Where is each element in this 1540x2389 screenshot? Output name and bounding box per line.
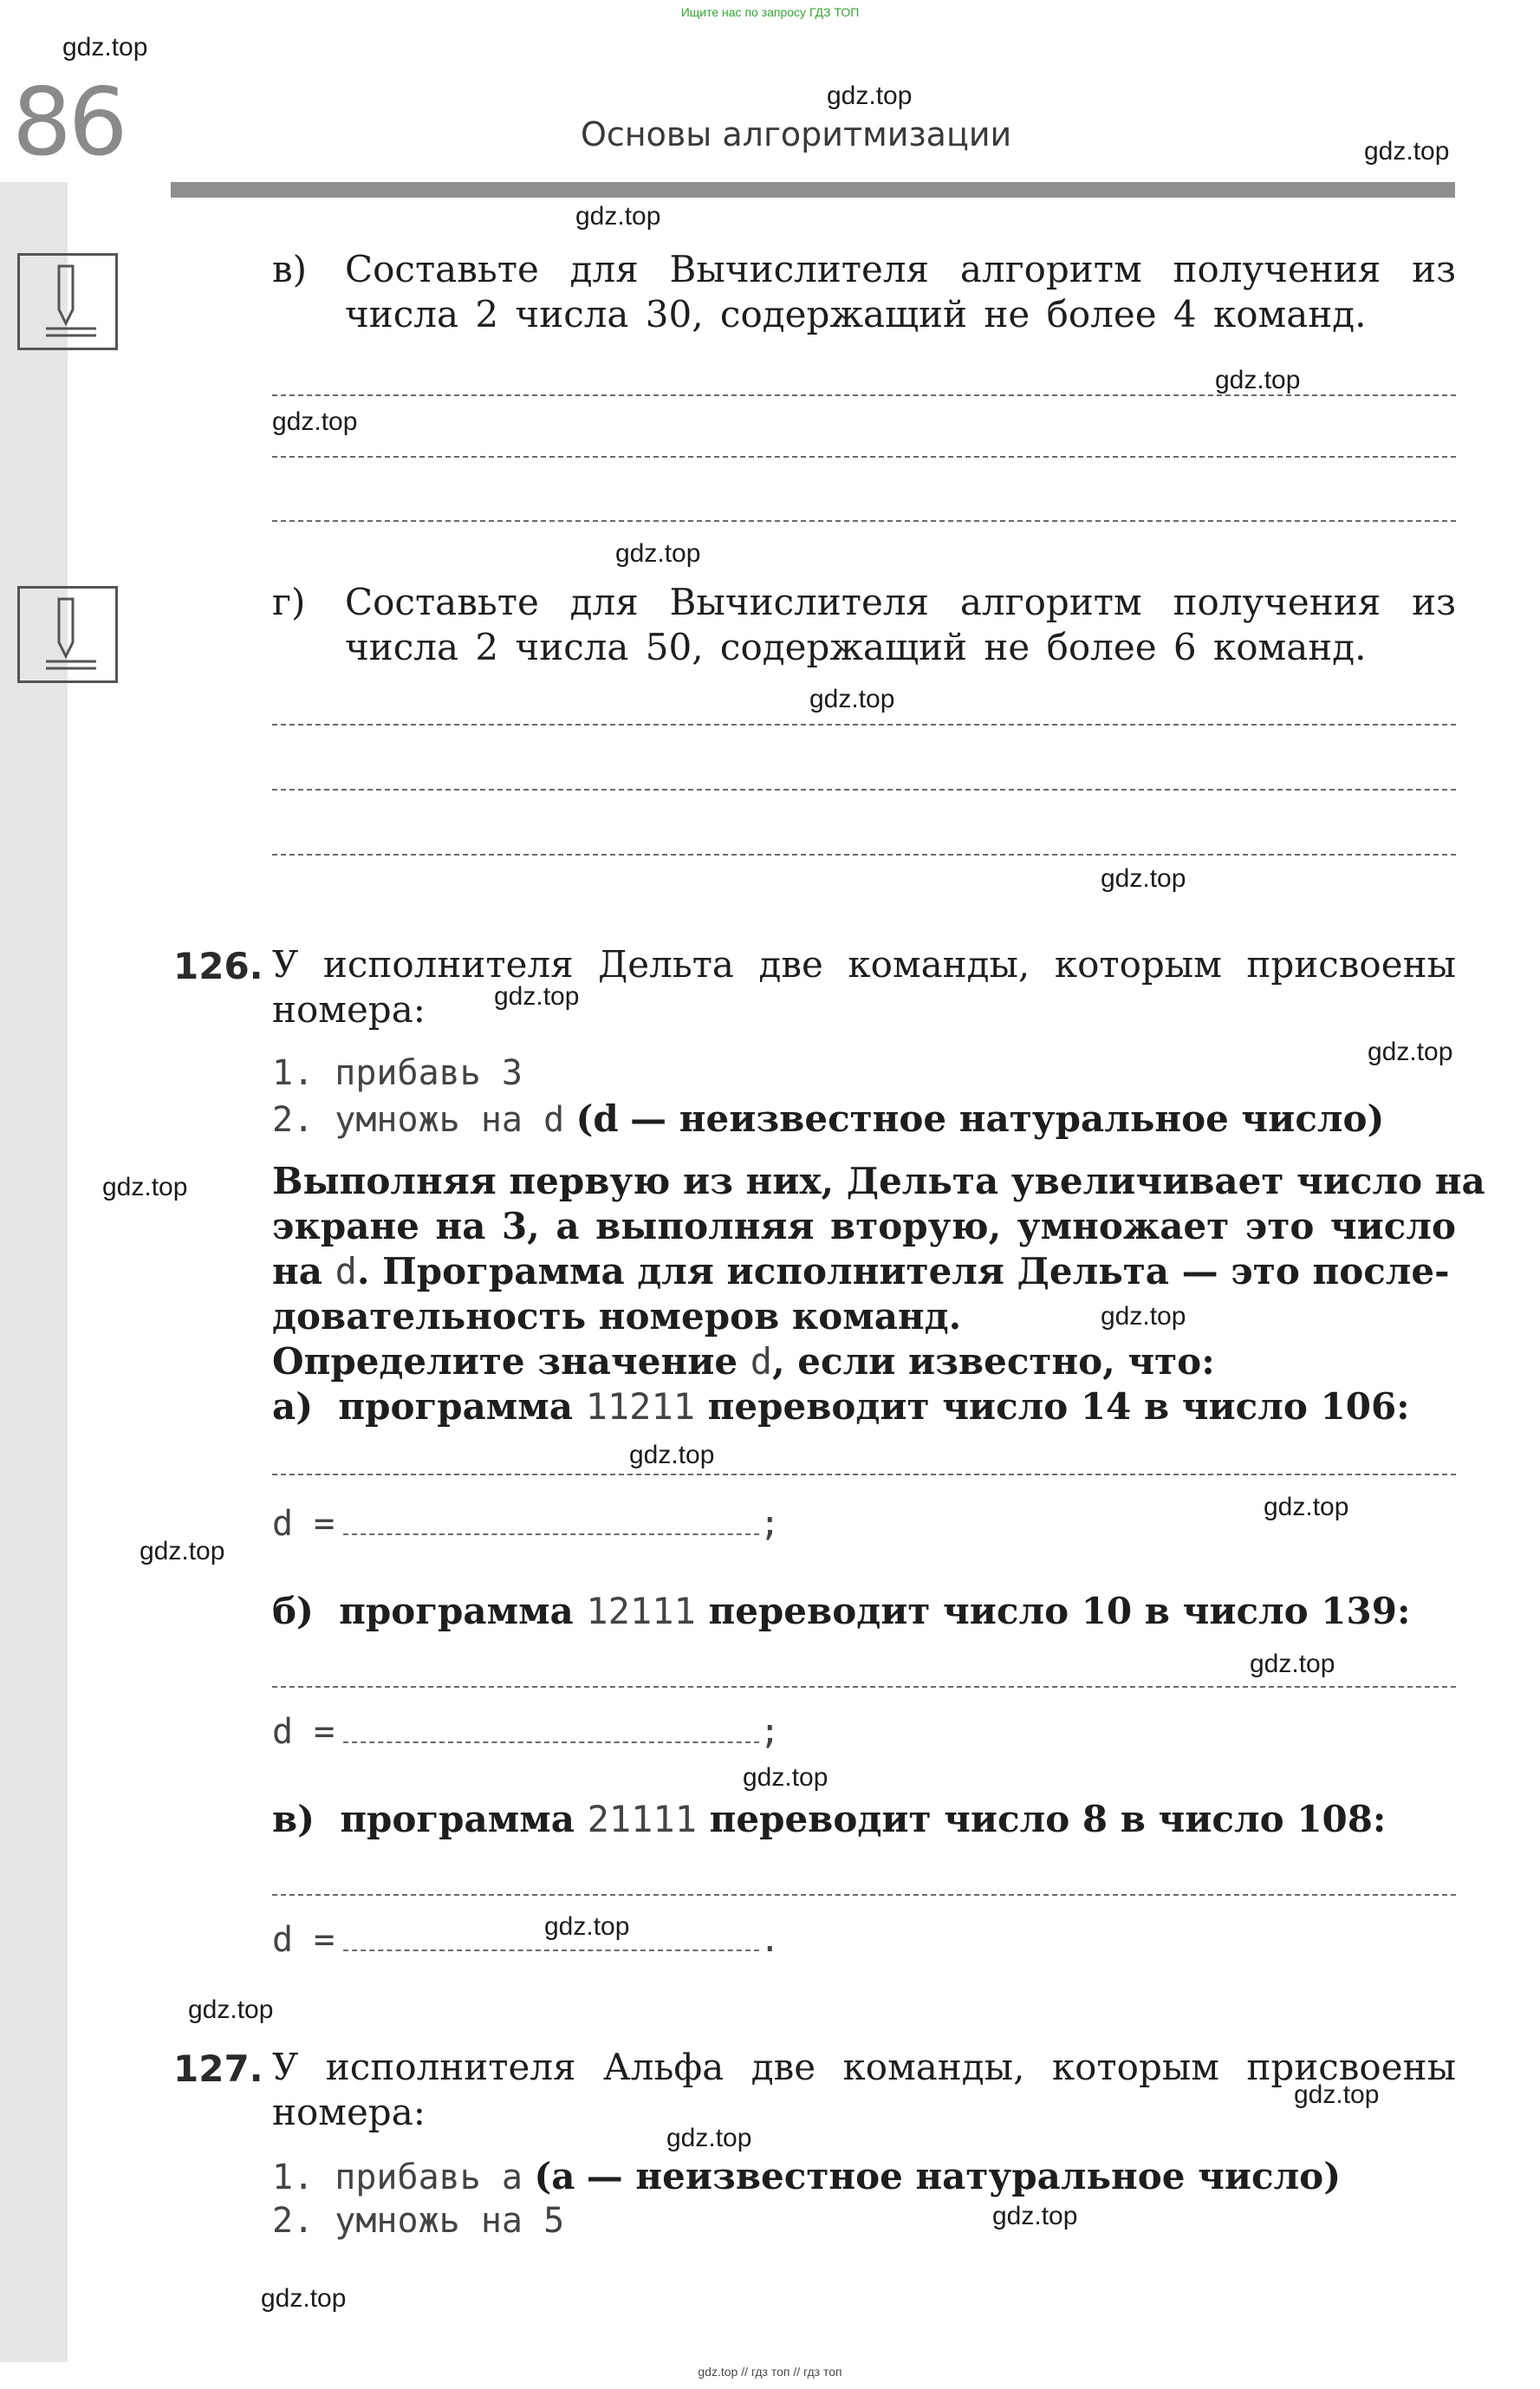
task-126-intro: номера: (272, 988, 426, 1031)
d-label: d = (272, 1920, 335, 1960)
command-1: 1. прибавь 3 (272, 1053, 523, 1093)
watermark: gdz.top (827, 81, 913, 110)
watermark: gdz.top (62, 33, 148, 62)
d-answer-field[interactable] (343, 1715, 759, 1743)
watermark: gdz.top (992, 2202, 1078, 2230)
watermark: gdz.top (666, 2124, 752, 2152)
watermark: gdz.top (575, 202, 661, 231)
top-note: Ищите нас по запросу ГДЗ ТОП (680, 5, 860, 19)
answer-line[interactable] (272, 1474, 1456, 1475)
pen-icon (17, 586, 118, 683)
subtask-text: переводит число 14 в число 106: (707, 1385, 1410, 1428)
watermark: gdz.top (1368, 1038, 1453, 1066)
subtask-text: переводит число 8 в число 108: (709, 1798, 1387, 1840)
command-1 (272, 2155, 1342, 2197)
watermark: gdz.top (615, 539, 701, 568)
watermark: gdz.top (261, 2284, 347, 2313)
command-2: 2. умножь на 5 (272, 2201, 565, 2241)
variable-d: d (750, 1340, 773, 1383)
command-2-text: 2. умножь на d (272, 1100, 565, 1140)
paragraph-text: . Программа для исполнителя Дельта — это после- (356, 1250, 1450, 1292)
watermark: gdz.top (544, 1912, 630, 1941)
page-number: 86 (12, 68, 125, 177)
program-code: 21111 (587, 1798, 697, 1840)
subtask-v (272, 1798, 1387, 1840)
task-number: 127. (173, 2047, 263, 2090)
answer-line[interactable] (272, 1894, 1456, 1896)
paragraph-line (272, 1340, 1215, 1383)
subtask-text: переводит число 10 в число 139: (708, 1590, 1411, 1632)
subtask-letter: а) (272, 1385, 314, 1428)
paragraph-text: на (272, 1250, 322, 1292)
answer-line[interactable] (272, 854, 1456, 856)
paragraph-line: экране на 3, а выполняя вторую, умножает это число (272, 1205, 1456, 1247)
watermark: gdz.top (494, 982, 580, 1011)
task-number: 126. (173, 945, 263, 987)
task-v-line2: числа 2 числа 30, содержащий не более 4 команд. (345, 293, 1367, 335)
task-127-intro: У исполнителя Альфа две команды, которым присвоены (272, 2046, 1456, 2088)
d-label: d = (272, 1504, 335, 1544)
watermark: gdz.top (140, 1537, 225, 1566)
command-2 (272, 1097, 1385, 1140)
task-g-line2: числа 2 числа 50, содержащий не более 6 команд. (345, 626, 1367, 668)
program-code: 11211 (585, 1385, 696, 1428)
command-1-text: 1. прибавь a (272, 2158, 523, 2197)
watermark: gdz.top (1294, 2080, 1380, 2109)
command-2-note: — неизвестное натуральное число) (630, 1097, 1385, 1140)
pen-icon (17, 253, 118, 350)
task-v-line1: Составьте для Вычислителя алгоритм получения из (345, 248, 1456, 290)
paragraph-line: Выполняя первую из них, Дельта увеличивает число на (272, 1160, 1485, 1202)
subtask-text: программа (338, 1385, 573, 1428)
task-127-intro: номера: (272, 2091, 426, 2133)
watermark: gdz.top (1264, 1493, 1349, 1521)
watermark: gdz.top (1101, 864, 1186, 893)
watermark: gdz.top (743, 1763, 828, 1792)
variable-d: d (335, 1250, 357, 1292)
d-label: d = (272, 1712, 335, 1752)
task-v-letter: в) (272, 248, 308, 290)
watermark: gdz.top (629, 1441, 715, 1469)
punctuation: ; (759, 1504, 781, 1544)
d-answer-row (272, 1504, 781, 1544)
page-margin-strip (0, 182, 68, 2362)
header-title: Основы алгоритмизации (581, 115, 1012, 153)
bottom-note: gdz.top // гдз топ // гдз топ (698, 2365, 842, 2379)
answer-line[interactable] (272, 724, 1456, 726)
d-answer-row (272, 1712, 781, 1752)
subtask-text: программа (340, 1798, 575, 1840)
punctuation: . (759, 1920, 781, 1960)
punctuation: ; (759, 1712, 781, 1752)
answer-line[interactable] (272, 520, 1456, 522)
task-126-intro: У исполнителя Дельта две команды, которым присвоены (272, 943, 1456, 986)
subtask-text: программа (339, 1590, 574, 1632)
paragraph-line (272, 1250, 1456, 1292)
watermark: gdz.top (1101, 1302, 1186, 1331)
paragraph-text: Определите значение (272, 1340, 738, 1383)
watermark: gdz.top (1215, 366, 1301, 394)
watermark: gdz.top (809, 685, 895, 713)
paragraph-text: , если известно, что: (772, 1340, 1215, 1383)
d-answer-field[interactable] (343, 1507, 759, 1535)
program-code: 12111 (586, 1590, 696, 1632)
answer-line[interactable] (272, 456, 1456, 458)
task-g-letter: г) (272, 581, 306, 623)
watermark: gdz.top (188, 1995, 274, 2024)
watermark: gdz.top (1364, 137, 1450, 166)
paren-a: (a (534, 2155, 575, 2197)
paren-d: (d (575, 1097, 619, 1140)
watermark: gdz.top (102, 1173, 188, 1201)
subtask-letter: в) (272, 1798, 315, 1840)
subtask-a (272, 1385, 1410, 1428)
answer-line[interactable] (272, 1686, 1456, 1688)
task-g-line1: Составьте для Вычислителя алгоритм получения из (345, 581, 1456, 623)
subtask-letter: б) (272, 1590, 314, 1632)
d-answer-row (272, 1920, 781, 1960)
paragraph-line: довательность номеров команд. (272, 1295, 962, 1338)
answer-line[interactable] (272, 789, 1456, 791)
command-1-note: — неизвестное натуральное число) (586, 2155, 1342, 2197)
watermark: gdz.top (272, 407, 358, 436)
header-rule (171, 182, 1455, 198)
watermark: gdz.top (1250, 1650, 1335, 1678)
subtask-b (272, 1590, 1411, 1632)
